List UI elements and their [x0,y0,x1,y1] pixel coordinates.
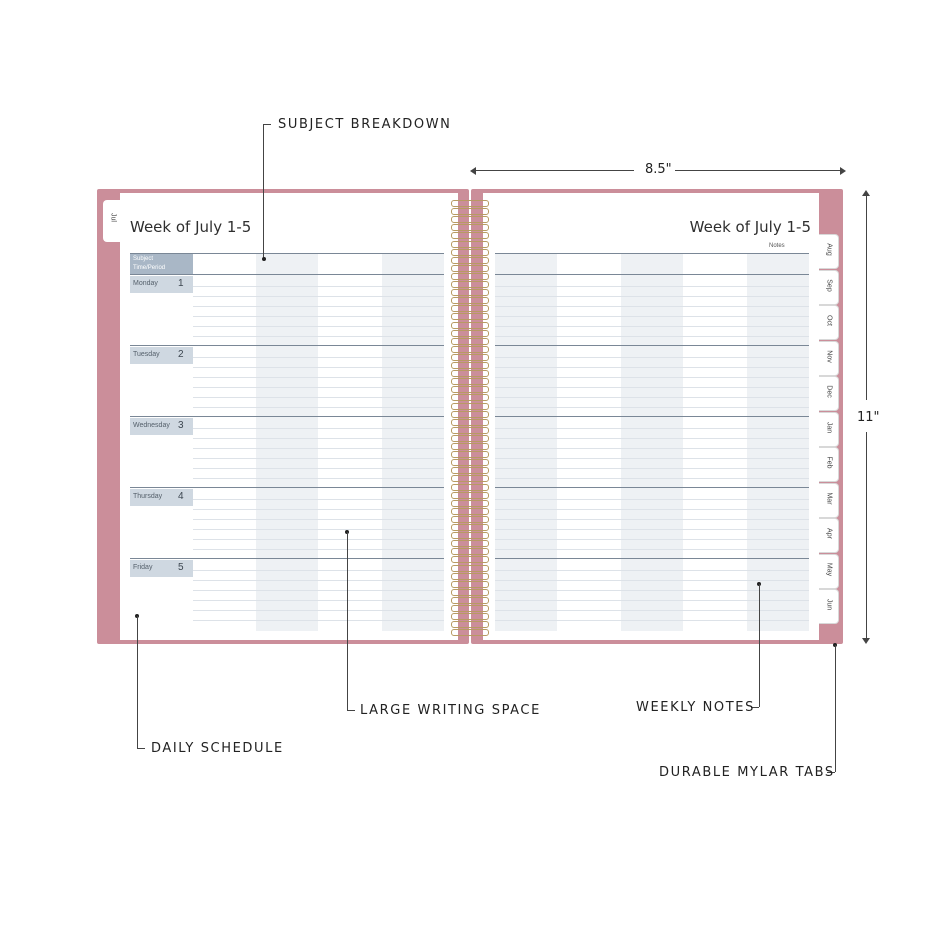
coil-ring [451,484,489,491]
callout-weekly-notes: WEEKLY NOTES [636,700,755,715]
writing-line [495,397,809,398]
writing-line [495,428,809,429]
writing-line [495,387,809,388]
coil-ring [451,565,489,572]
height-dimension-line-bottom [866,432,867,640]
writing-line [193,286,444,287]
writing-line [193,377,444,378]
writing-line [495,438,809,439]
height-arrow-bottom [862,638,870,644]
coil-ring [451,281,489,288]
subject-header-label: Subject [133,256,154,262]
callout-large-writing-space: LARGE WRITING SPACE [360,703,541,718]
daily-leader-horizontal [137,748,145,749]
month-tab-label: Jun [825,598,833,611]
left-column-shade-2 [382,253,444,631]
writing-line [495,448,809,449]
writing-line [495,620,809,621]
day-name-wednesday: Wednesday [133,422,170,429]
coil-ring [451,605,489,612]
coil-ring [451,556,489,563]
coil-ring [451,257,489,264]
writing-leader-vertical [347,532,348,710]
right-header-top-line [495,253,809,254]
day-line-friday [130,558,444,559]
day-num-thursday: 4 [178,491,184,502]
day-name-tuesday: Tuesday [133,351,160,358]
coil-ring [451,443,489,450]
header-top-line [130,253,444,254]
writing-line [495,549,809,550]
writing-line [193,539,444,540]
coil-ring [451,362,489,369]
coil-ring [451,249,489,256]
writing-line [495,306,809,307]
coil-ring [451,338,489,345]
month-tab-label: Sep [825,278,833,292]
coil-ring [451,492,489,499]
month-tab-label: Jan [825,421,833,433]
coil-ring [451,419,489,426]
writing-line [193,407,444,408]
month-tab-label: May [825,562,833,576]
coil-ring [451,297,489,304]
coil-ring [451,629,489,636]
day-num-wednesday: 3 [178,420,184,431]
coil-ring [451,516,489,523]
writing-line [495,367,809,368]
coil-ring [451,354,489,361]
right-page-title: Week of July 1-5 [689,218,811,236]
coil-ring [451,232,489,239]
coil-ring [451,500,489,507]
writing-line [495,590,809,591]
coil-ring [451,540,489,547]
writing-line [193,509,444,510]
subject-leader-dot [262,257,266,261]
month-tab-label: Mar [825,491,833,505]
time-period-header-label: Time/Period [133,265,166,271]
width-arrow-left [470,167,476,175]
height-dimension-label: 11" [857,410,880,425]
writing-line [193,367,444,368]
coil-ring [451,613,489,620]
writing-line [495,570,809,571]
right-day-line-3 [495,416,809,417]
day-num-tuesday: 2 [178,349,184,360]
height-dimension-line-top [866,194,867,400]
coil-ring [451,330,489,337]
writing-line [495,296,809,297]
writing-line [193,549,444,550]
daily-leader-vertical [137,616,138,748]
writing-line [495,377,809,378]
writing-line [495,458,809,459]
width-dimension-label: 8.5" [645,162,672,177]
coil-ring [451,273,489,280]
notes-leader-vertical [759,584,760,707]
writing-line [193,610,444,611]
writing-line [193,428,444,429]
coil-ring [451,427,489,434]
notes-label: Notes [769,243,785,249]
day-line-thursday [130,487,444,488]
writing-line [495,357,809,358]
writing-line [495,600,809,601]
coil-ring [451,403,489,410]
writing-line [193,296,444,297]
writing-line [193,448,444,449]
coil-ring [451,370,489,377]
writing-line [193,600,444,601]
writing-line [495,316,809,317]
coil-ring [451,394,489,401]
callout-subject-breakdown: SUBJECT BREAKDOWN [278,117,452,132]
month-tab-label: Apr [825,528,833,539]
coil-ring [451,200,489,207]
tabs-leader-vertical [835,645,836,772]
writing-line [193,316,444,317]
coil-ring [451,475,489,482]
coil-ring [451,289,489,296]
writing-line [495,509,809,510]
coil-ring [451,378,489,385]
coil-ring [451,467,489,474]
coil-ring [451,386,489,393]
month-tab-label: Feb [825,456,833,469]
coil-ring [451,216,489,223]
callout-durable-mylar-tabs: DURABLE MYLAR TABS [659,765,835,780]
coil-ring [451,411,489,418]
coil-ring [451,346,489,353]
coil-ring [451,508,489,515]
subject-leader-horizontal [263,124,271,125]
writing-line [495,529,809,530]
day-name-monday: Monday [133,280,158,287]
callout-daily-schedule: DAILY SCHEDULE [151,741,284,756]
right-page [483,193,819,640]
subject-leader-vertical [263,124,264,258]
coil-ring [451,573,489,580]
coil-ring [451,305,489,312]
height-arrow-top [862,190,870,196]
writing-line [193,336,444,337]
right-column-shade-3 [747,253,809,631]
month-tab-label: Nov [825,349,833,363]
month-tab-label: Dec [825,385,833,398]
coil-ring [451,459,489,466]
writing-line [193,499,444,500]
right-header-bottom-line [495,274,809,275]
coil-ring [451,435,489,442]
month-tab-label: Oct [825,315,833,326]
writing-line [193,519,444,520]
right-day-line-2 [495,345,809,346]
writing-line [495,468,809,469]
coil-ring [451,265,489,272]
writing-line [193,357,444,358]
coil-ring [451,208,489,215]
writing-line [193,478,444,479]
writing-line [495,519,809,520]
right-day-line-5 [495,558,809,559]
writing-line [193,458,444,459]
writing-leader-horizontal [347,710,355,711]
writing-line [193,397,444,398]
writing-line [495,499,809,500]
coil-ring [451,621,489,628]
right-column-shade-1 [495,253,557,631]
writing-line [193,620,444,621]
writing-line [193,529,444,530]
writing-line [193,570,444,571]
writing-line [495,478,809,479]
month-tab-label: Aug [825,243,833,256]
day-name-thursday: Thursday [133,493,163,500]
writing-line [193,326,444,327]
day-num-monday: 1 [178,278,184,289]
writing-line [193,468,444,469]
coil-ring [451,224,489,231]
coil-ring [451,241,489,248]
writing-line [193,387,444,388]
coil-ring [451,548,489,555]
writing-line [495,286,809,287]
writing-line [495,580,809,581]
coil-ring [451,313,489,320]
left-column-shade-1 [256,253,318,631]
coil-ring [451,597,489,604]
writing-line [193,306,444,307]
coil-ring [451,524,489,531]
width-dimension-line-left [472,170,634,171]
width-dimension-line-right [675,170,841,171]
writing-line [193,590,444,591]
coil-ring [451,532,489,539]
coil-ring [451,589,489,596]
writing-line [495,336,809,337]
right-day-line-4 [495,487,809,488]
day-line-wednesday [130,416,444,417]
coil-ring [451,451,489,458]
writing-line [495,610,809,611]
day-num-friday: 5 [178,562,184,573]
right-column-shade-2 [621,253,683,631]
width-arrow-right [840,167,846,175]
writing-line [495,539,809,540]
coil-ring [451,581,489,588]
coil-ring [451,322,489,329]
month-tab-jul-label: Jul [109,213,117,222]
writing-line [495,407,809,408]
writing-line [193,580,444,581]
left-page-title: Week of July 1-5 [130,218,252,236]
day-name-friday: Friday [133,564,153,571]
day-line-tuesday [130,345,444,346]
writing-line [495,326,809,327]
writing-line [193,438,444,439]
left-page [120,193,458,640]
header-bottom-line [130,274,444,275]
